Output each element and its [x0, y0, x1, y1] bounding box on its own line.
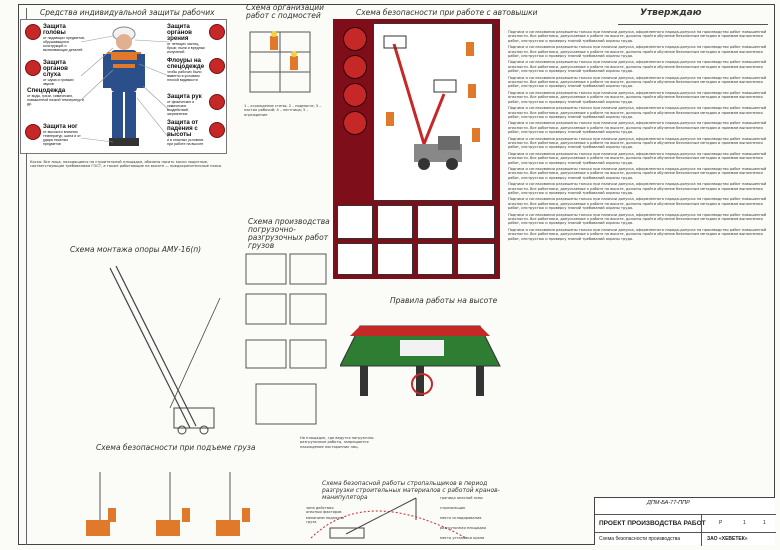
loading-drawing	[236, 244, 332, 434]
boots-icon	[25, 124, 41, 140]
approve-paragraph: Подписи и согласования разрешены только при наличии допуска, оформленного наряда-допуска на производство работ повышенной опасности. Все работники, допускаемые к работе на высоте, должны пройти обучение безопасным методам и приемам выполнения работ, инструктаж и проверку знаний требований охраны труда.	[508, 227, 767, 241]
ppe-head: Защита головы от падающих предметов, обрушающихся конструкций и вытягивающих деталей	[43, 23, 85, 52]
aerial-step-3	[417, 205, 453, 239]
aerial-step-4	[457, 205, 495, 239]
warning-sign-icon	[343, 27, 367, 51]
approve-paragraph: Подписи и согласования разрешены только при наличии допуска, оформленного наряда-допуска на производство работ повышенной опасности. Все работники, допускаемые к работе на высоте, должны пройти обучение безопасным методам и приемам выполнения работ, инструктаж и проверку знаний требований охраны труда.	[508, 182, 767, 195]
aerial-illustration	[373, 23, 493, 201]
title-block	[594, 497, 775, 545]
ppe-hearing: Защита органов слуха от шума и громких звуков	[43, 59, 74, 86]
sling-label-6: разгрузочная площадка	[440, 526, 487, 530]
mast-title: Схема монтажа опоры АМУ-16(п)	[70, 245, 202, 254]
approve-underline	[618, 24, 768, 25]
harness-icon	[209, 122, 225, 138]
helmet-icon	[25, 24, 41, 40]
warning-sign-icon	[343, 55, 367, 79]
ppe-fall: Защита от падения с высоты и в опасных условиях при работе на высоте	[167, 119, 204, 146]
approve-paragraph: Подписи и согласования разрешены только при наличии допуска, оформленного наряда-допуска на производство работ повышенной опасности. Все работники, допускаемые к работе на высоте, должны пройти обучение безопасным методам и приемам выполнения работ, инструктаж и проверку знаний требований охраны труда.	[508, 90, 767, 104]
approve-paragraph: Подписи и согласования разрешены только при наличии допуска, оформленного наряда-допуска на производство работ повышенной опасности. Все работники, допускаемые к работе на высоте, должны пройти обучение безопасным методам и приемам выполнения работ, инструктаж и проверку знаний требований охраны труда.	[508, 75, 767, 89]
aerial-lift-drawing	[374, 24, 494, 202]
approve-paragraph: Подписи и согласования разрешены только при наличии допуска, оформленного наряда-допуска на производство работ повышенной опасности. Все работники, допускаемые к работе на высоте, должны пройти обучение безопасным методам и приемам выполнения работ, инструктаж и проверку знаний требований охраны труда.	[508, 121, 767, 135]
sling-label-7: место установки крана	[440, 536, 485, 540]
approve-paragraph: Подписи и согласования разрешены только при наличии допуска, оформленного наряда-допуска на производство работ повышенной опасности. Все работники, допускаемые к работе на высоте, должны пройти обучение безопасным методам и приемам выполнения работ, инструктаж и проверку знаний требований охраны труда.	[508, 166, 767, 180]
goggles-icon	[209, 24, 225, 40]
tb-project: ПРОЕКТ ПРОИЗВОДСТВА РАБОТ	[599, 520, 706, 527]
aerial-step-1	[337, 205, 373, 239]
approve-paragraph: Подписи и согласования разрешены только при наличии допуска, оформленного наряда-допуска на производство работ повышенной опасности. Все работники, допускаемые к работе на высоте, должны пройти обучение безопасным методам и приемам выполнения работ, инструктаж и проверку знаний требований охраны труда.	[508, 197, 767, 211]
sling-label-3: граница опасной зоны	[440, 496, 483, 500]
mast-drawing	[100, 258, 230, 438]
aerial-step-8	[457, 243, 495, 275]
ppe-note: Каска: Все лица, находящиеся на строительной площадке, обязаны носить каски защитные, соответствующие требованиям ГОСТ, а также работающие на высоте — предохранительные пояса.	[30, 160, 223, 169]
approve-title: Утверждаю	[640, 8, 702, 18]
sling-label-5: место складирования	[440, 516, 482, 520]
approve-text-block	[508, 30, 770, 490]
earmuffs-icon	[25, 60, 41, 76]
tb-rule	[595, 532, 776, 533]
lift-title: Схема безопасности при подъеме груза	[96, 443, 256, 452]
loading-note: На площадке, где ведутся погрузочно-разгрузочные работы, запрещается нахождение посторонних лиц.	[300, 436, 375, 449]
loading-title: Схема производства погрузочно-разгрузочных работ грузов	[248, 217, 330, 250]
tb-stage: Р	[719, 520, 723, 526]
gloves-icon	[209, 94, 225, 110]
aerial-step-2	[377, 205, 413, 239]
approve-paragraph: Подписи и согласования разрешены только при наличии допуска, оформленного наряда-допуска на производство работ повышенной опасности. Все работники, допускаемые к работе на высоте, должны пройти обучение безопасным методам и приемам выполнения работ, инструктаж и проверку знаний требований охраны труда.	[508, 60, 767, 74]
ppe-hands: Защита рук от физических и химических воздействий, загрязнения	[167, 93, 202, 116]
aerial-step-7	[417, 243, 453, 275]
height-title: Правила работы на высоте	[390, 296, 498, 305]
ppe-clothes: Спецодежда от воды, грязи, химических, повышенной низкой температур и др.	[27, 87, 84, 106]
slinging-title: Схема безопасной работы стропальщиков в период разгрузки строительных материалов с работой кранов-манипулятора	[322, 480, 500, 501]
approve-paragraph: Подписи и согласования разрешены только при наличии допуска, оформленного наряда-допуска на производство работ повышенной опасности. Все работники, допускаемые к работе на высоте, должны пройти обучение безопасным методам и приемам выполнения работ, инструктаж и проверку знаний требований охраны труда.	[508, 212, 767, 226]
vest-icon	[209, 58, 225, 74]
ppe-signal: Флоуры на спецодежде чтобы рабочих было заметно в условиях плохой видимости	[167, 57, 205, 82]
tb-rule	[701, 514, 702, 546]
scaffold-legend: 1 – ограждение стены; 2 – подмости; 3 – настил рабочий; 4 – лестница; 5 – ограждение	[244, 104, 322, 117]
tb-company: ЗАО «ХЕВЕТЕК»	[707, 536, 748, 542]
tb-sheets: 1	[763, 520, 766, 526]
height-drawing	[340, 306, 504, 398]
approve-paragraph: Подписи и согласования разрешены только при наличии допуска, оформленного наряда-допуска на производство работ повышенной опасности. Все работники, допускаемые к работе на высоте, должны пройти обучение безопасным методам и приемам выполнения работ, инструктаж и проверку знаний требований охраны труда.	[508, 45, 767, 59]
warning-sign-icon	[343, 111, 367, 135]
tb-sheet-name: Схема безопасности производства	[599, 536, 681, 542]
sling-label-2: механизм поднятия груза	[306, 516, 344, 525]
tb-sheet: 1	[743, 520, 746, 526]
ppe-title: Средства индивидуальной защиты рабочих	[40, 8, 215, 17]
ppe-feet: Защита ног от высокого влияния температур, шипа и от удара тяжелых предметов	[43, 123, 81, 146]
sling-label-4: стропальщик	[440, 506, 466, 510]
scaffold-title: Схема организации работ с подмостей	[246, 3, 325, 20]
approve-paragraph: Подписи и согласования разрешены только при наличии допуска, оформленного наряда-допуска на производство работ повышенной опасности. Все работники, допускаемые к работе на высоте, должны пройти обучение безопасным методам и приемам выполнения работ, инструктаж и проверку знаний требований охраны труда.	[508, 106, 767, 119]
ppe-eyes: Защита органов зрения от летящих частиц, брызг, пыли и вредных излучений	[167, 23, 206, 54]
tb-code: ДПМ-БА-77-ППР	[647, 500, 690, 506]
approve-paragraph: Подписи и согласования разрешены только при наличии допуска, оформленного наряда-допуска на производство работ повышенной опасности. Все работники, допускаемые к работе на высоте, должны пройти обучение безопасным методам и приемам выполнения работ, инструктаж и проверку знаний требований охраны труда.	[508, 30, 767, 43]
approve-paragraph: Подписи и согласования разрешены только при наличии допуска, оформленного наряда-допуска на производство работ повышенной опасности. Все работники, допускаемые к работе на высоте, должны пройти обучение безопасным методам и приемам выполнения работ, инструктаж и проверку знаний требований охраны труда.	[508, 136, 767, 150]
aerial-title: Схема безопасности при работе с автовышки	[356, 8, 538, 17]
sling-label-1: зона действия опасных факторов	[306, 506, 342, 515]
lift-drawing	[60, 452, 290, 542]
ppe-panel	[20, 19, 227, 154]
warning-sign-icon	[343, 83, 367, 107]
approve-paragraph: Подписи и согласования разрешены только при наличии допуска, оформленного наряда-допуска на производство работ повышенной опасности. Все работники, допускаемые к работе на высоте, должны пройти обучение безопасным методам и приемам выполнения работ, инструктаж и проверку знаний требований охраны труда.	[508, 151, 767, 165]
aerial-panel	[333, 19, 500, 279]
tb-rule	[595, 514, 776, 515]
aerial-step-6	[377, 243, 413, 275]
aerial-step-5	[337, 243, 373, 275]
scaffold-drawing	[240, 22, 330, 102]
